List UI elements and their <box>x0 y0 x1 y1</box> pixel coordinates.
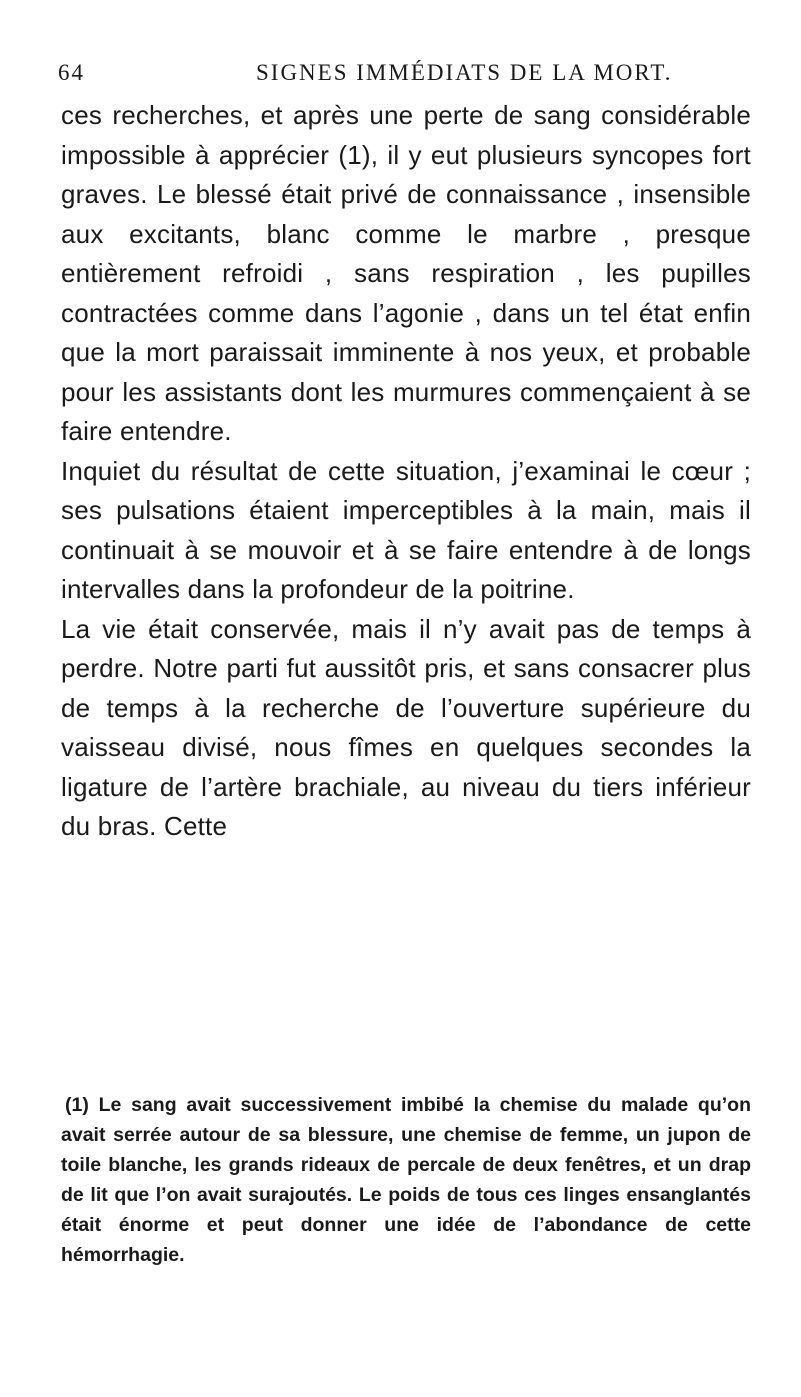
page-number: 64 <box>58 60 85 85</box>
footnote <box>61 1090 751 1270</box>
paragraph: La vie était conservée, mais il n’y avait pas de temps à perdre. Notre parti fut aussitôt pris, et sans consacrer plus de temps à la recherche de l’ouverture supérieure du vaisseau divisé, nous fîmes en quelques secondes la ligature de l’artère brachiale, au niveau du tiers inférieur du bras. Cette <box>61 613 751 841</box>
footnote-text: (1) Le sang avait successivement imbibé la chemise du malade qu’on avait serrée autour de sa blessure, une chemise de femme, un jupon de toile blanche, les grands rideaux de percale de deux fenêtres, et un drap de lit que l’on avait surajoutés. Le poids de tous ces linges ensanglantés était énorme et peut donner une idée de l’abondance de cette hémorrhagie. <box>61 1094 751 1266</box>
paragraph: Inquiet du résultat de cette situation, j’examinai le cœur ; ses pulsations étaient imperceptibles à la main, mais il continuait à se mouvoir et à se faire entendre à de longs intervalles dans la profondeur de la poitrine. <box>61 455 751 604</box>
paragraph: ces recherches, et après une perte de sang considérable impossible à apprécier (1), il y eut plusieurs syncopes fort graves. Le blessé était privé de connaissance , insensible aux excitants, blanc comme le marbre , presque entièrement refroidi , sans respiration , les pupilles contractées comme dans l’agonie , dans un tel état enfin que la mort paraissait imminente à nos yeux, et probable pour les assistants dont les murmures commençaient à se faire entendre. <box>61 100 751 446</box>
running-title: SIGNES IMMÉDIATS DE LA MORT. <box>256 60 673 85</box>
body-text <box>61 96 751 847</box>
